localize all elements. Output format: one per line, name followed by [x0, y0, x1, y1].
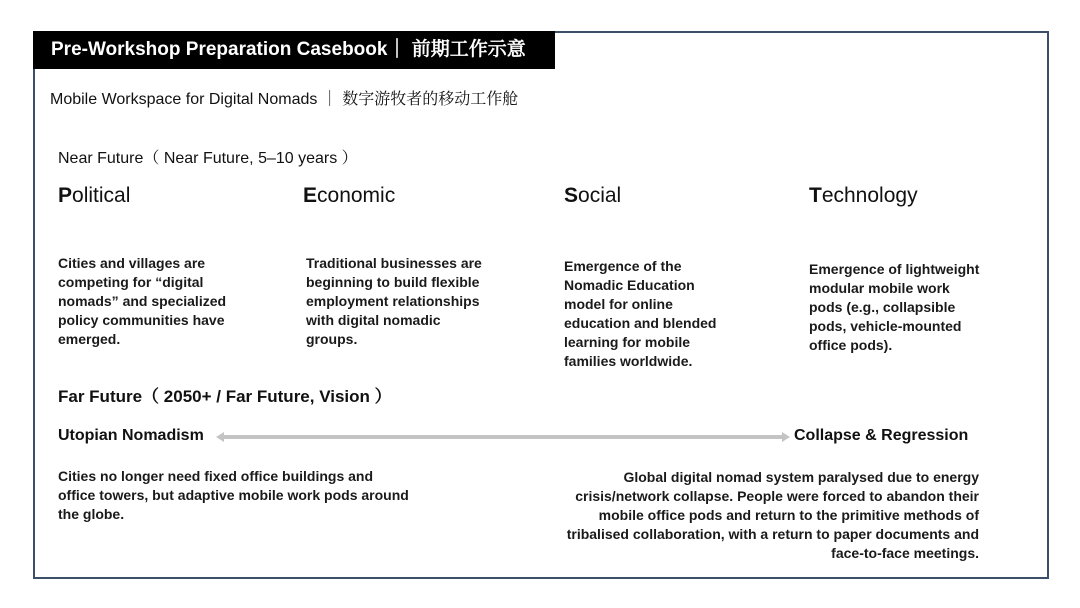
- political-initial: P: [58, 184, 73, 207]
- economic-text: Traditional businesses are beginning to build flexible employment relationships with digital nomadic groups.: [306, 255, 482, 347]
- political-rest: olitical: [72, 184, 131, 207]
- technology-text: Emergence of lightweight modular mobile work pods (e.g., collapsible pods, vehicle-mounted office pods).: [809, 261, 980, 353]
- near-future-label: Near Future（ Near Future, 5–10 years ）: [58, 150, 358, 167]
- technology-rest: echnology: [821, 184, 918, 207]
- scenario-spectrum-arrow-icon: [216, 430, 790, 444]
- economic-heading: [303, 184, 395, 208]
- far-future-label: Far Future（ 2050+ / Far Future, Vision ）: [58, 387, 392, 406]
- casebook-title: Pre-Workshop Preparation Casebook｜ 前期工作示意: [33, 31, 555, 69]
- collapse-description: Global digital nomad system paralysed due to energy crisis/network collapse. People were forced to abandon their mobile office pods and return to the primitive methods of tribalised collaboration, with a return to paper documents and face-to-face meetings.: [566, 469, 979, 561]
- social-initial: S: [564, 184, 579, 207]
- economic-rest: conomic: [317, 184, 396, 207]
- social-rest: ocial: [578, 184, 622, 207]
- project-subtitle: Mobile Workspace for Digital Nomads ｜ 数字游牧者的移动工作舱: [50, 91, 519, 108]
- political-text: Cities and villages are competing for “digital nomads” and specialized policy communities have emerged.: [58, 255, 227, 347]
- technology-initial: T: [809, 184, 822, 207]
- collapse-pole-label: Collapse & Regression: [794, 427, 969, 444]
- social-heading: [564, 184, 621, 208]
- utopian-pole-label: Utopian Nomadism: [58, 427, 204, 444]
- utopian-description: Cities no longer need fixed office buildings and office towers, but adaptive mobile work pods around the globe.: [58, 468, 409, 522]
- economic-initial: E: [303, 184, 318, 207]
- political-heading: [58, 184, 130, 208]
- social-text: Emergence of the Nomadic Education model for online education and blended learning for mobile families worldwide.: [564, 258, 717, 369]
- technology-heading: [809, 184, 918, 208]
